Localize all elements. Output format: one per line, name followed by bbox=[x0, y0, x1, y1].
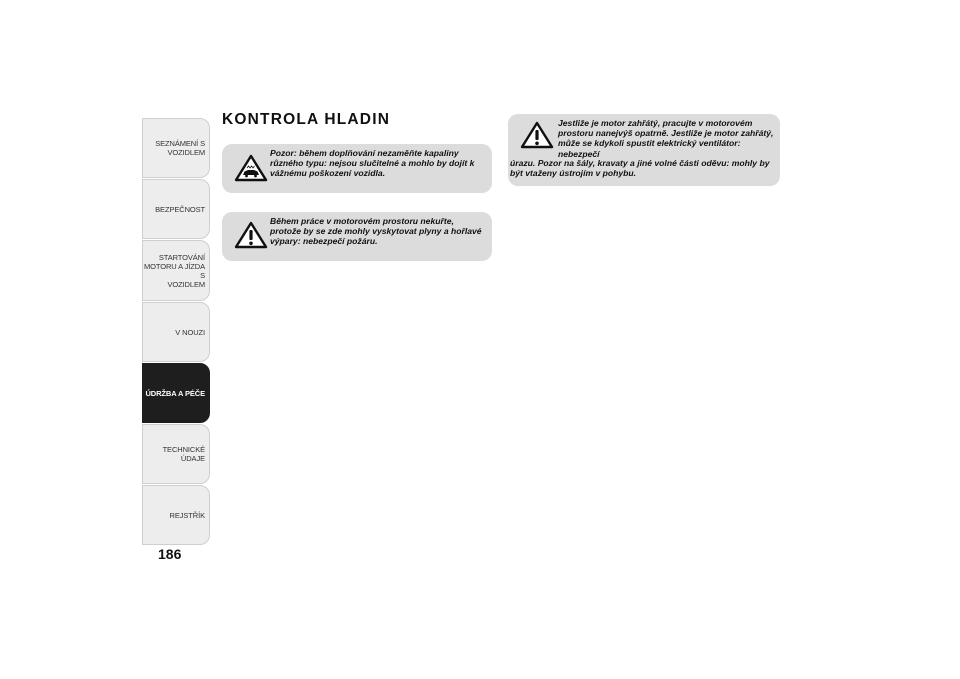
notice-hot-engine bbox=[508, 114, 780, 186]
sidebar-tab-label: STARTOVÁNÍ MOTORU A JÍZDA S VOZIDLEM bbox=[144, 252, 205, 289]
sidebar-tab-label: REJSTŘÍK bbox=[169, 510, 205, 520]
page-number: 186 bbox=[158, 546, 182, 562]
sidebar-tab-label: SEZNÁMENÍ S VOZIDLEM bbox=[155, 139, 205, 157]
sidebar-tab-udrzba[interactable] bbox=[142, 363, 210, 423]
sidebar-tab-seznameni[interactable] bbox=[142, 118, 210, 178]
sidebar-tab-startovani[interactable] bbox=[142, 240, 210, 301]
sidebar-tab-v-nouzi[interactable] bbox=[142, 302, 210, 362]
notice-text: Pozor: během doplňování nezaměňte kapaliny různého typu: nejsou slučitelné a mohlo by dojít k vážnému poškození vozidla. bbox=[270, 148, 475, 179]
sidebar-tab-rejstrik[interactable] bbox=[142, 485, 210, 545]
notice-text-indented: Jestliže je motor zahřátý, pracujte v motorovém prostoru nanejvýš opatrně. Jestliže je motor zahřátý, může se kdykoli spustit elektrický ventilátor: nebezpečí bbox=[558, 118, 774, 159]
notice-text: Během práce v motorovém prostoru nekuřte, protože by se zde mohly vyskytovat plyny a hořlavé výpary: nebezpečí požáru. bbox=[270, 216, 482, 247]
notice-text-full: úrazu. Pozor na šály, kravaty a jiné volné části oděvu: mohly by být vtaženy ústrojím v pohybu. bbox=[510, 158, 770, 179]
section-title: KONTROLA HLADIN bbox=[222, 111, 391, 128]
sidebar-tab-bezpecnost[interactable] bbox=[142, 179, 210, 239]
warning-triangle-icon bbox=[234, 221, 268, 249]
sidebar-tab-label: V NOUZI bbox=[175, 327, 205, 337]
sidebar-tab-technicke-udaje[interactable] bbox=[142, 424, 210, 484]
sidebar-tab-label: TECHNICKÉ ÚDAJE bbox=[162, 445, 205, 463]
warning-triangle-icon bbox=[520, 121, 554, 149]
notice-no-smoking bbox=[222, 212, 492, 261]
sidebar-tab-label: BEZPEČNOST bbox=[155, 204, 205, 214]
notice-fluid-mixing bbox=[222, 144, 492, 193]
car-damage-icon bbox=[234, 154, 268, 182]
sidebar-tab-label: ÚDRŽBA A PÉČE bbox=[145, 388, 205, 398]
